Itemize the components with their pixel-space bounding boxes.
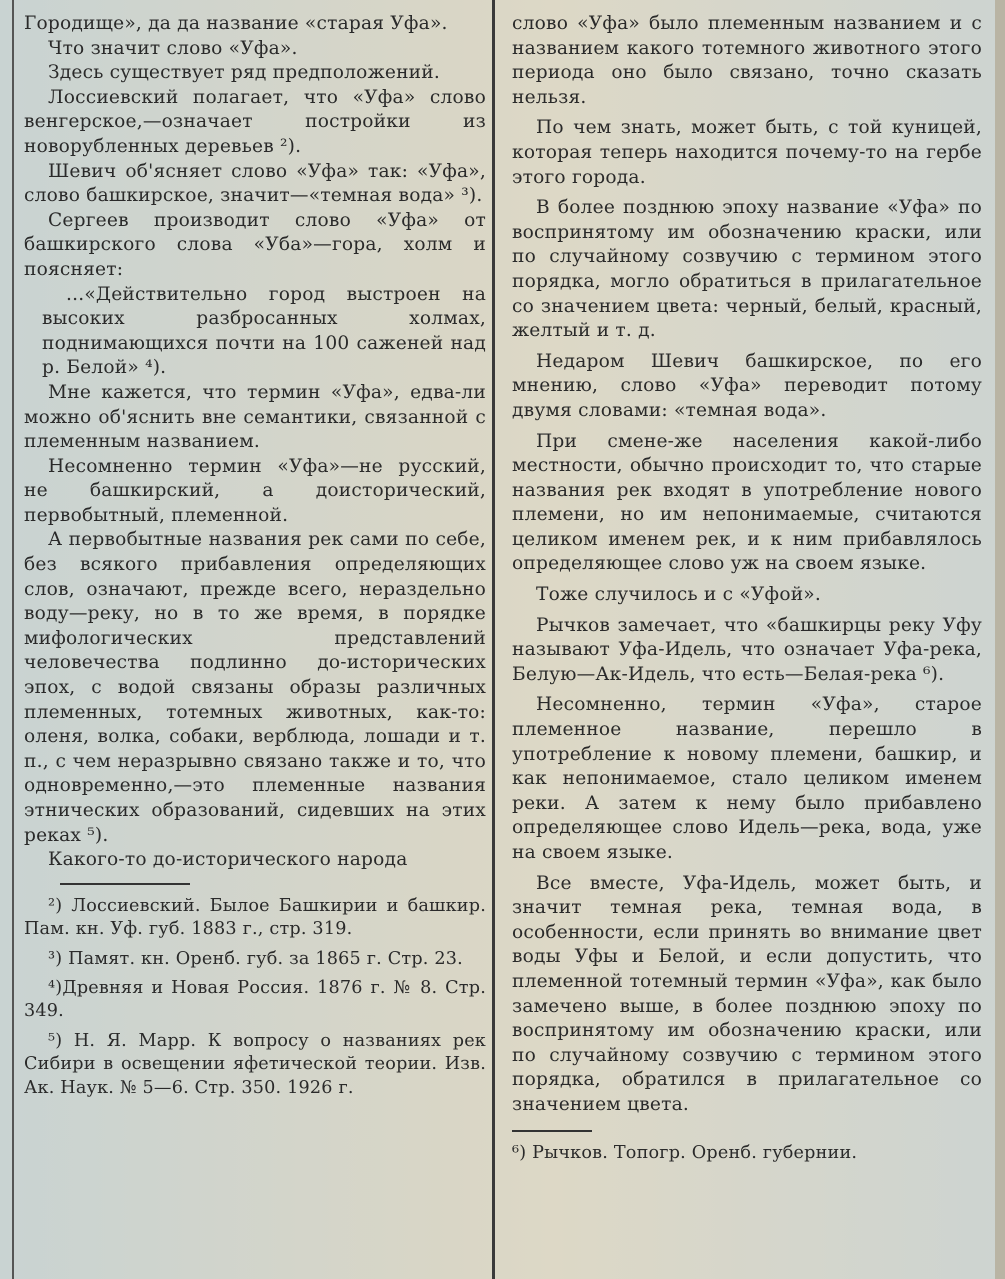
paragraph: Все вместе, Уфа-Идель, может быть, и значит темная река, темная вода, в особенности, если принять во внимание цвет воды Уфы и Белой, и если допустить, что племенной тотемный термин «Уфа», как было замечено выше, в более позднюю эпоху по воспринятому им обозначению краски, или по случайному созвучию с термином этого порядка, обратился в прилагательное со значением цвета. [512,872,982,1115]
footnote-rule [60,883,190,885]
footnote: ²) Лоссиевский. Былое Башкирии и башкир. Пам. кн. Уф. губ. 1883 г., стр. 319. [24,895,486,940]
paragraph: Мне кажется, что термин «Уфа», едва-ли можно об'яснить вне семантики, связанной с племенным названием. [24,381,486,453]
paragraph: Что значит слово «Уфа». [48,37,298,59]
quotation: ...«Действительно город выстроен на высоких разбросанных холмах, поднимающихся почти на 100 саженей над р. Белой» ⁴). [42,283,486,379]
page-edge [995,0,1005,1279]
paragraph: В более позднюю эпоху название «Уфа» по воспринятому им обозначению краски, или по случайному созвучию с термином этого порядка, могло обратиться в прилагательное со значением цвета: черный, белый, красный, желтый и т. д. [512,197,982,342]
paragraph: При смене-же населения какой-либо местности, обычно происходит то, что старые названия рек входят в употребление нового племени, но им непонимаемые, считаются целиком именем рек, и к ним прибавлялось определяющее слово уж на своем языке. [512,430,982,575]
footnote: ⁴)Древняя и Новая Россия. 1876 г. № 8. Стр. 349. [24,978,486,1022]
footnote: ⁶) Рычков. Топогр. Оренб. губернии. [512,1142,858,1163]
paragraph: Сергеев производит слово «Уфа» от башкирского слова «Уба»—гора, холм и поясняет: [24,209,486,280]
paragraph: Шевич об'ясняет слово «Уфа» так: «Уфа», слово башкирское, значит—«темная вода» ³). [24,160,486,207]
paragraph: слово «Уфа» было племенным названием и с названием какого тотемного животного этого периода оно было связано, точно сказать нельзя. [512,13,982,108]
paragraph: Недаром Шевич башкирское, по его мнению, слово «Уфа» переводит потому двумя словами: «темная вода». [512,350,982,421]
paragraph: Рычков замечает, что «башкирцы реку Уфу называют Уфа-Идель, что означает Уфа-река, Белую—Ак-Идель, что есть—Белая-река ⁶). [512,614,982,685]
footnote: ⁵) Н. Я. Марр. К вопросу о названиях рек Сибири в освещении яфетической теории. Изв. Ак. Наук. № 5—6. Стр. 350. 1926 г. [24,1030,486,1098]
footnote-rule [512,1130,592,1132]
paragraph: Несомненно, термин «Уфа», старое племенное название, перешло в употребление к новому племени, башкир, и как непонимаемое, стало целиком именем реки. А затем к нему было прибавлено определяющее слово Идель—река, вода, уже на своем языке. [512,694,982,863]
paragraph: Городище», да да название «старая Уфа». [24,13,448,34]
paragraph: Какого-то до-исторического народа [48,849,408,871]
paragraph: Несомненно термин «Уфа»—не русский, не башкирский, а доисторический, первобытный, племенной. [24,455,486,526]
paragraph: Лоссиевский полагает, что «Уфа» слово венгерское,—означает постройки из новорубленных деревьев ²). [24,86,486,157]
footnote: ³) Памят. кн. Оренб. губ. за 1865 г. Стр. 23. [48,948,463,969]
paragraph: По чем знать, может быть, с той куницей, которая теперь находится почему-то на гербе этого города. [512,117,982,188]
paragraph: Тоже случилось и с «Уфой». [536,584,821,606]
left-column [24,12,486,1106]
paragraph: А первобытные названия рек сами по себе, без всякого прибавления определяющих слов, означают, прежде всего, нераздельно воду—реку, но в то же время, в порядке мифологических представлений человечества подлинно до-исторических эпох, с водой связаны образы различных племенных, тотемных животных, как-то: оленя, волка, собаки, верблюда, лошади и т. п., с чем неразрывно связано также и то, что одновременно,—это племенные названия этнических образований, сидевших на этих реках ⁵). [24,529,486,846]
paragraph: Здесь существует ряд предположений. [48,62,440,84]
column-divider [492,0,495,1279]
left-margin-rule [12,0,14,1279]
right-column [512,12,982,1165]
